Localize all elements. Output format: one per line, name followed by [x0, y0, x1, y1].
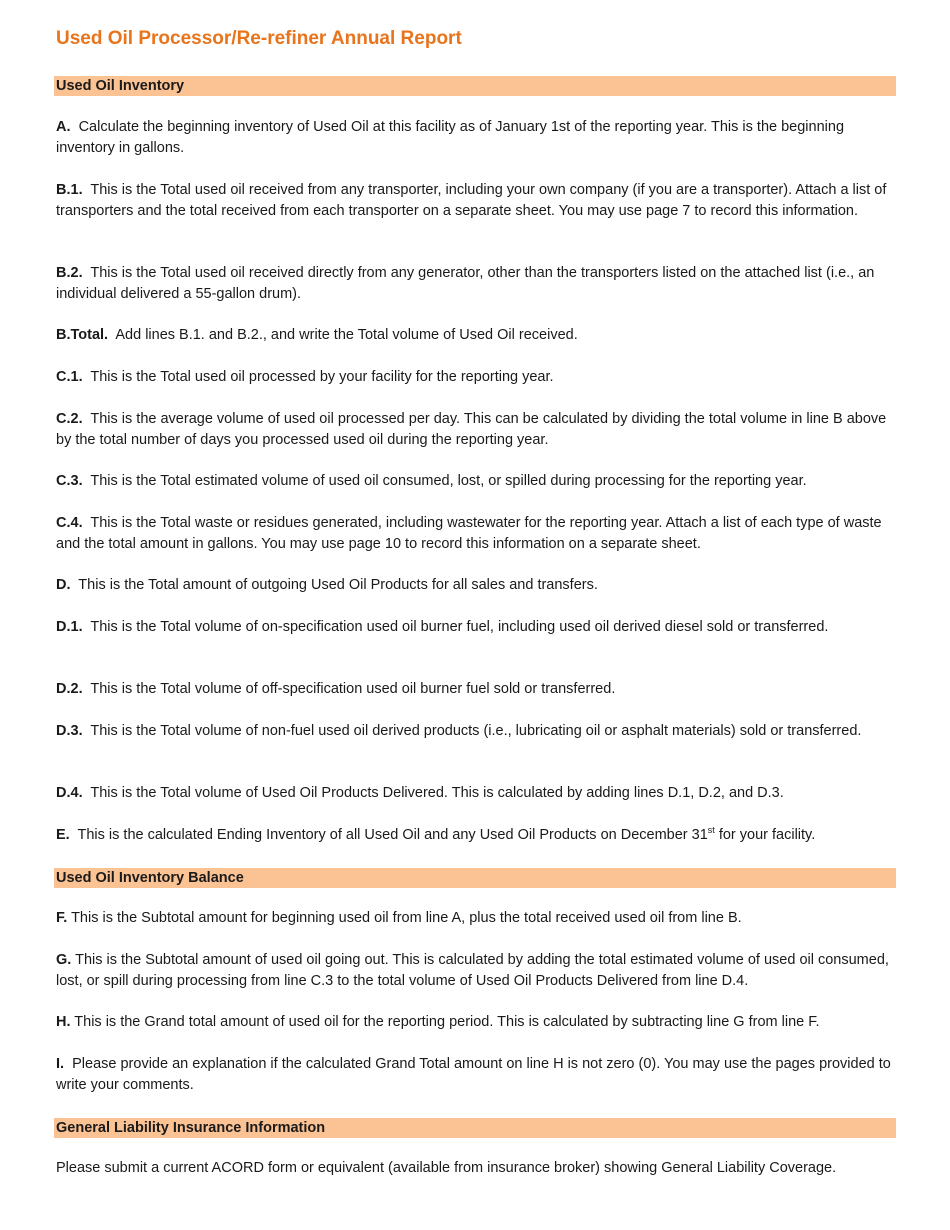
item-b-total [56, 325, 902, 346]
item-text: This is the Total used oil received from any transporter, including your own company (if you are a transporter). Attach a list of transporters and the total received from each transporter on a separate sheet. You may use page 7 to record this information. [56, 182, 887, 219]
ordinal-suffix: st [707, 825, 715, 836]
item-c2 [56, 409, 902, 451]
item-text: This is the Total waste or residues generated, including wastewater for the reporting year. Attach a list of each type of waste and the total amount in gallons. You may use page 10 to record this information on a separate sheet. [56, 515, 882, 552]
page-title: Used Oil Processor/Re-refiner Annual Report [56, 28, 462, 49]
item-c4 [56, 513, 902, 555]
section-header-balance: Used Oil Inventory Balance [54, 868, 896, 888]
item-label: D. [56, 577, 71, 593]
item-text: This is the calculated Ending Inventory of all Used Oil and any Used Oil Products on December 31 [77, 827, 708, 843]
item-text: This is the Subtotal amount of used oil going out. This is calculated by adding the total estimated volume of used oil consumed, lost, or spill during processing from line C.3 to the total volume of Used Oil Products Delivered from line D.4. [56, 952, 889, 989]
item-label: A. [56, 119, 71, 135]
item-text: This is the Total volume of on-specification used oil burner fuel, including used oil derived diesel sold or transferred. [90, 619, 829, 635]
item-label: B.2. [56, 265, 83, 281]
item-c1 [56, 367, 902, 388]
item-text: This is the Total estimated volume of used oil consumed, lost, or spilled during processing for the reporting year. [90, 473, 807, 489]
item-text: This is the Total used oil received directly from any generator, other than the transporters listed on the attached list (i.e., an individual delivered a 55-gallon drum). [56, 265, 875, 302]
item-label: D.3. [56, 723, 83, 739]
item-a [56, 117, 902, 159]
item-e [56, 825, 902, 846]
item-text: This is the Total amount of outgoing Used Oil Products for all sales and transfers. [78, 577, 598, 593]
item-label: C.1. [56, 369, 83, 385]
item-text-tail: for your facility. [714, 827, 816, 843]
item-label: C.3. [56, 473, 83, 489]
item-text: This is the Subtotal amount for beginning used oil from line A, plus the total received used oil from line B. [71, 910, 742, 926]
item-label: D.2. [56, 681, 83, 697]
item-b1 [56, 180, 902, 222]
item-d [56, 575, 902, 596]
item-d2 [56, 679, 902, 700]
item-d3 [56, 721, 902, 742]
section-header-insurance: General Liability Insurance Information [54, 1118, 896, 1138]
item-label: H. [56, 1014, 71, 1030]
item-b2 [56, 263, 902, 305]
item-label: D.1. [56, 619, 83, 635]
item-label: B.Total. [56, 327, 109, 343]
item-text: Please provide an explanation if the calculated Grand Total amount on line H is not zero (0). You may use the pages provided to write your comments. [56, 1056, 891, 1093]
item-g [56, 950, 902, 992]
item-text: This is the Total used oil processed by your facility for the reporting year. [90, 369, 554, 385]
item-text: Calculate the beginning inventory of Used Oil at this facility as of January 1st of the reporting year. This is the beginning inventory in gallons. [56, 119, 845, 156]
item-text: This is the Total volume of Used Oil Products Delivered. This is calculated by adding lines D.1, D.2, and D.3. [90, 785, 784, 801]
item-label: I. [56, 1056, 65, 1072]
item-label: D.4. [56, 785, 83, 801]
item-text: Add lines B.1. and B.2., and write the Total volume of Used Oil received. [115, 327, 578, 343]
item-text: This is the Total volume of non-fuel used oil derived products (i.e., lubricating oil or asphalt materials) sold or transferred. [90, 723, 862, 739]
insurance-text: Please submit a current ACORD form or equivalent (available from insurance broker) showing General Liability Coverage. [56, 1160, 837, 1176]
item-label: E. [56, 827, 70, 843]
item-h [56, 1012, 902, 1033]
item-text: This is the average volume of used oil processed per day. This can be calculated by dividing the total volume in line B above by the total number of days you processed used oil during the reporting year. [56, 411, 887, 448]
item-label: C.4. [56, 515, 83, 531]
item-label: F. [56, 910, 68, 926]
item-text: This is the Grand total amount of used oil for the reporting period. This is calculated by subtracting line G from line F. [74, 1014, 820, 1030]
item-d4 [56, 783, 902, 804]
item-label: G. [56, 952, 72, 968]
item-i [56, 1054, 902, 1096]
item-label: C.2. [56, 411, 83, 427]
item-c3 [56, 471, 902, 492]
item-text: This is the Total volume of off-specification used oil burner fuel sold or transferred. [90, 681, 616, 697]
section-header-inventory: Used Oil Inventory [54, 76, 896, 96]
item-f [56, 908, 902, 929]
item-label: B.1. [56, 182, 83, 198]
item-d1 [56, 617, 902, 638]
